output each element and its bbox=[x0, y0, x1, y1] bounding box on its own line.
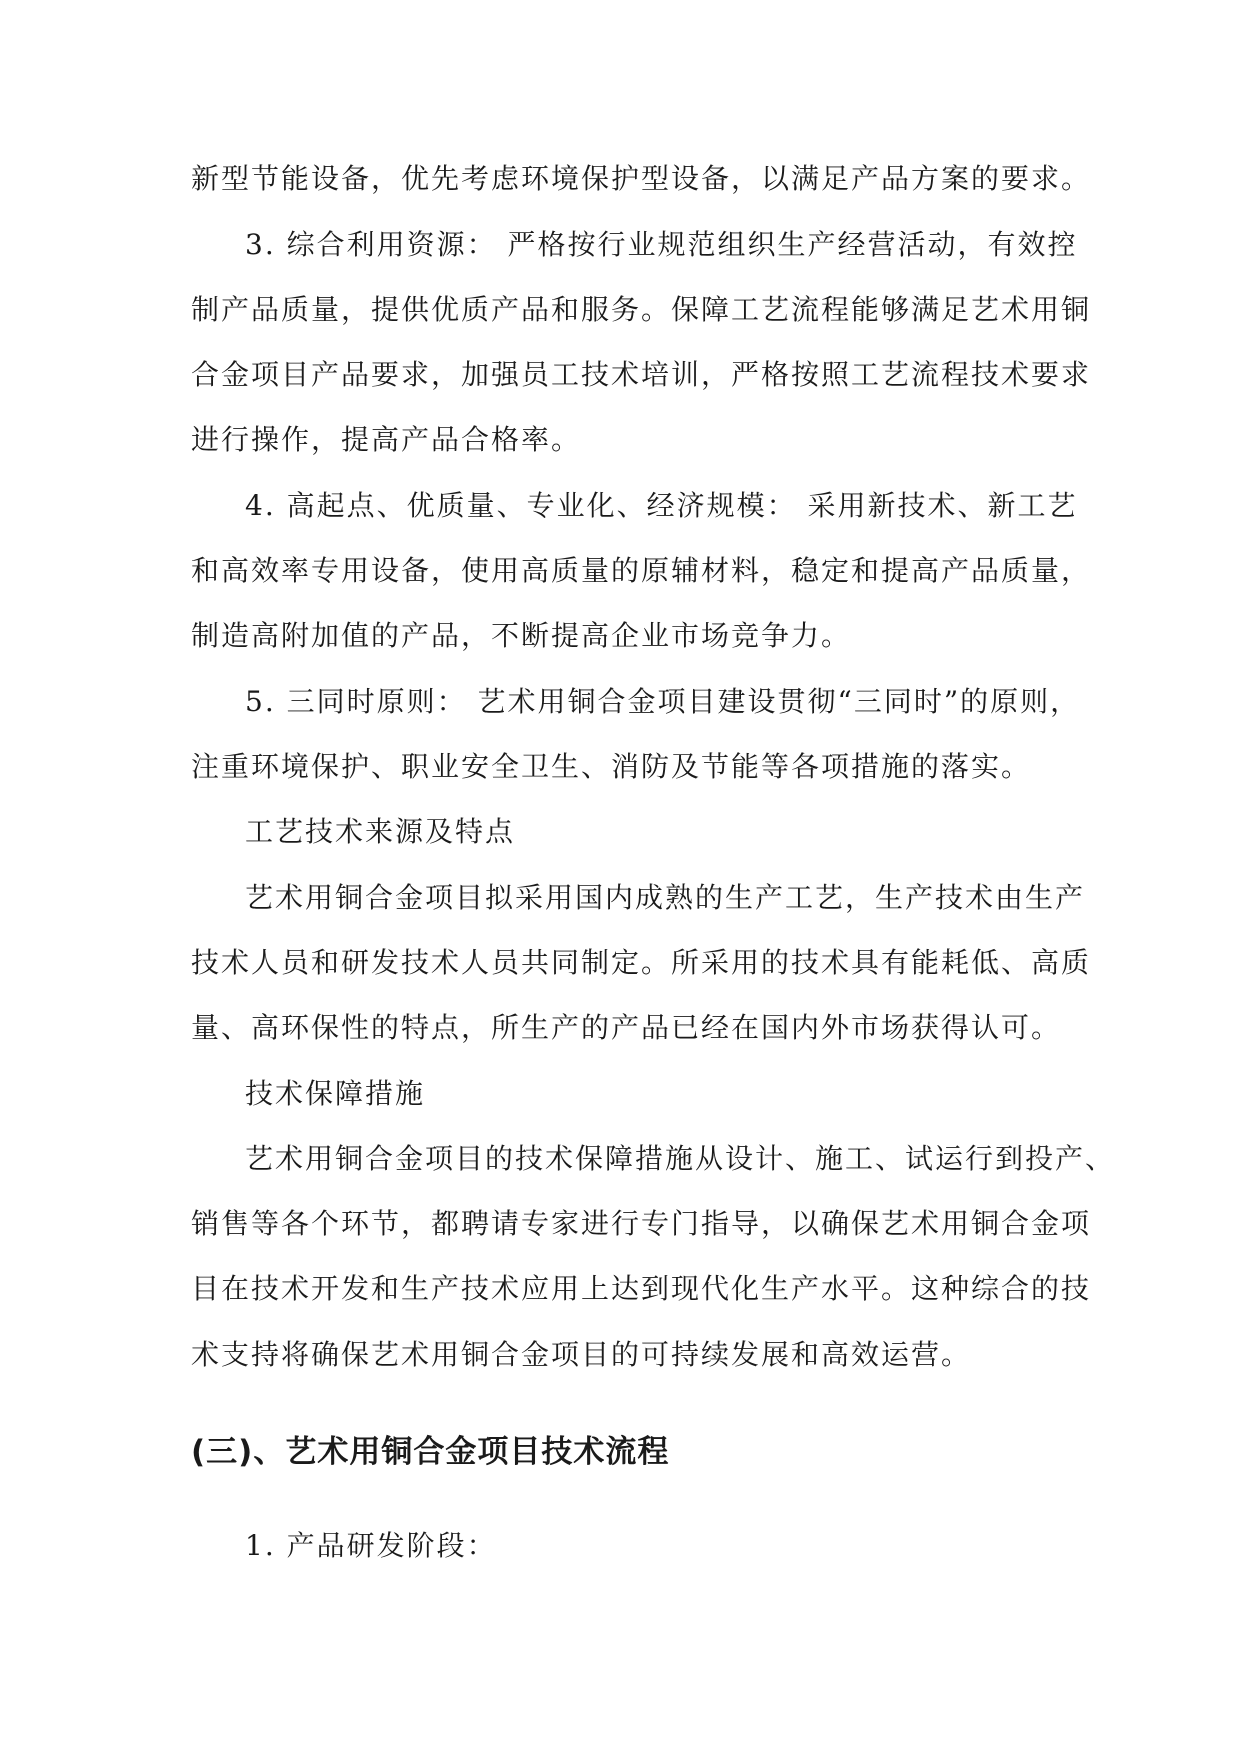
paragraph-line: 艺术用铜合金项目的技术保障措施从设计、施工、试运行到投产、 bbox=[245, 1142, 1116, 1175]
paragraph-line: 进行操作，提高产品合格率。 bbox=[191, 423, 582, 456]
paragraph-line: 艺术用铜合金项目拟采用国内成熟的生产工艺，生产技术由生产 bbox=[245, 881, 1086, 914]
paragraph-line: 销售等各个环节，都聘请专家进行专门指导，以确保艺术用铜合金项 bbox=[191, 1207, 1092, 1240]
section-heading: (三)、艺术用铜合金项目技术流程 bbox=[191, 1434, 670, 1470]
subheading-tech-source: 工艺技术来源及特点 bbox=[245, 815, 516, 848]
paragraph-line: 制产品质量，提供优质产品和服务。保障工艺流程能够满足艺术用铜 bbox=[191, 293, 1092, 326]
paragraph-line: 量、高环保性的特点，所生产的产品已经在国内外市场获得认可。 bbox=[191, 1011, 1062, 1044]
paragraph-line: 术支持将确保艺术用铜合金项目的可持续发展和高效运营。 bbox=[191, 1338, 972, 1371]
paragraph-line: 和高效率专用设备，使用高质量的原辅材料，稳定和提高产品质量， bbox=[191, 554, 1092, 587]
list-item-5: 5. 三同时原则： 艺术用铜合金项目建设贯彻“三同时”的原则， bbox=[245, 685, 1081, 718]
paragraph-line: 技术人员和研发技术人员共同制定。所采用的技术具有能耗低、高质 bbox=[191, 946, 1092, 979]
paragraph-line: 制造高附加值的产品，不断提高企业市场竞争力。 bbox=[191, 619, 852, 652]
list-item-3: 3. 综合利用资源： 严格按行业规范组织生产经营活动，有效控 bbox=[245, 228, 1078, 261]
list-item-1: 1. 产品研发阶段： bbox=[245, 1529, 497, 1562]
paragraph-line: 新型节能设备，优先考虑环境保护型设备，以满足产品方案的要求。 bbox=[191, 162, 1092, 195]
paragraph-line: 注重环境保护、职业安全卫生、消防及节能等各项措施的落实。 bbox=[191, 750, 1032, 783]
paragraph-line: 合金项目产品要求，加强员工技术培训，严格按照工艺流程技术要求 bbox=[191, 358, 1092, 391]
subheading-tech-assurance: 技术保障措施 bbox=[245, 1077, 426, 1110]
list-item-4: 4. 高起点、优质量、专业化、经济规模： 采用新技术、新工艺 bbox=[245, 489, 1078, 522]
paragraph-line: 目在技术开发和生产技术应用上达到现代化生产水平。这种综合的技 bbox=[191, 1272, 1092, 1305]
